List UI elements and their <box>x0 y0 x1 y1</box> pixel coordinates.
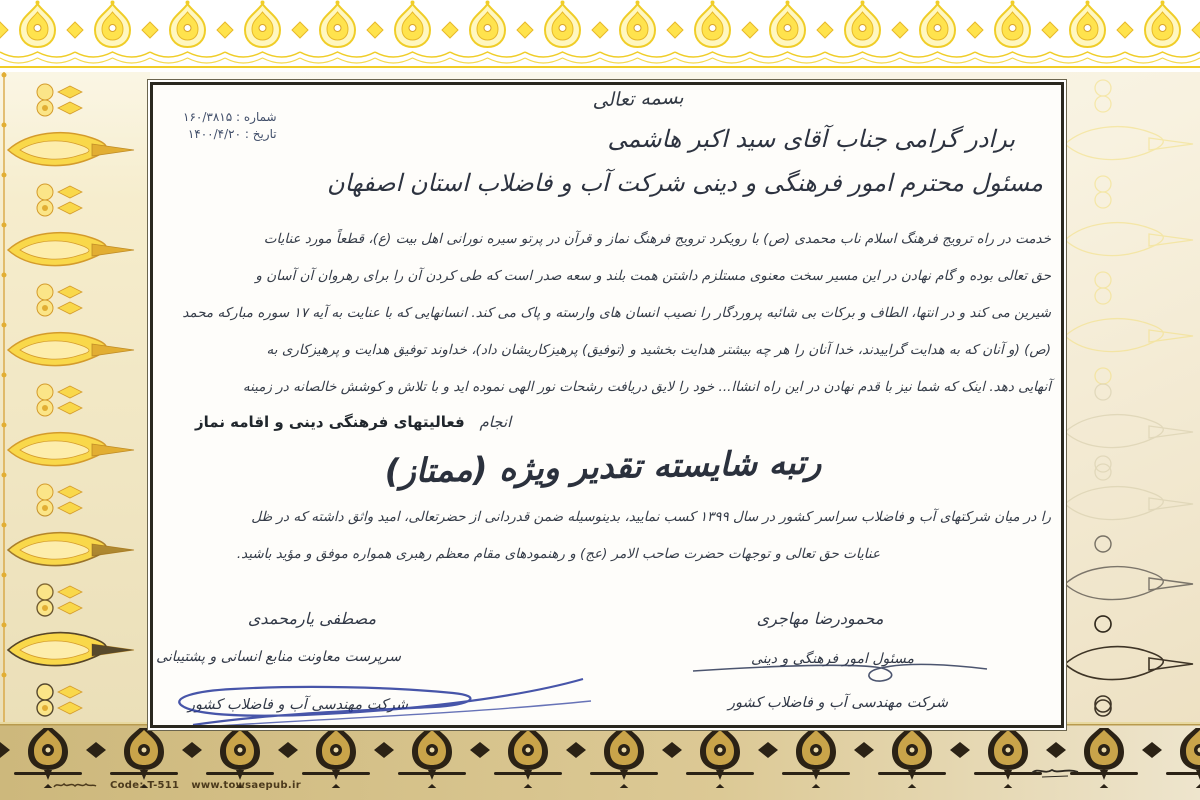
ornament-border-right <box>1065 0 1200 800</box>
besmellah-text: بسمه تعالی <box>591 86 685 112</box>
reference-number <box>183 109 277 126</box>
signature-right-ink <box>685 647 995 697</box>
publisher-footer <box>52 779 301 791</box>
closing-line: عنایات حق تعالی و توجهات حضرت صاحب الامر (عج) و رهنمودهای مقام معظم رهبری همواره موفق و مؤید باشید. <box>236 546 880 562</box>
signature-right-title: مسئول امور فرهنگی و دینی <box>750 651 914 667</box>
signature-left-ink <box>153 641 593 728</box>
recipient-role: مسئول محترم امور فرهنگی و دینی شرکت آب و فاضلاب استان اصفهان <box>327 169 1043 197</box>
rank-calligraphy: رتبه شایسته تقدیر ویژه (ممتاز) <box>384 442 822 491</box>
body-line: خدمت در راه ترویج فرهنگ اسلام ناب محمدی (ص) با رویکرد ترویج فرهنگ نماز و قرآن در پرتو سیره نورانی اهل بیت (ع)، قطعاً مورد عنایات <box>263 231 1051 247</box>
signature-left-title: سرپرست معاونت منابع انسانی و پشتیبانی <box>156 649 401 665</box>
publisher-website: www.towsaepub.ir <box>191 779 301 791</box>
ornament-border-left <box>0 0 150 800</box>
recipient-salutation: برادر گرامی جناب آقای سید اکبر هاشمی <box>607 125 1015 153</box>
printer-mark <box>1028 763 1082 779</box>
publisher-mark-fa <box>52 779 98 791</box>
closing-line: را در میان شرکتهای آب و فاضلاب سراسر کشور در سال ۱۳۹۹ کسب نمایید، بدینوسیله ضمن قدردانی از حضرتعالی، امید واثق داشته که در ظل <box>251 509 1051 525</box>
signature-right-org: شرکت مهندسی آب و فاضلاب کشور <box>728 695 948 711</box>
reference-block <box>183 109 277 143</box>
signature-right-name: محمودرضا مهاجری <box>756 609 884 628</box>
reference-date <box>183 126 277 143</box>
body-line: آنهایی دهد. اینک که شما نیز با قدم نهادن در این راه انشاا... خود را لایق دریافت رشحات نور الهی نموده اید و با تلاش و کوشش خالصانه در زمینه <box>242 379 1051 395</box>
achievement-line <box>195 413 511 431</box>
achievement-prefix: انجام <box>479 413 512 431</box>
reference-number-label: شماره : <box>236 110 277 124</box>
signature-left-name: مصطفی یارمحمدی <box>247 609 377 628</box>
body-line: شیرین می کند و در انتها، الطاف و برکات بی شائبه پروردگار را نصیب انسان های وارسته و پاک می کند. انسانهایی که با عنایت به آیه ۱۷ سوره مبارکه محمد <box>182 305 1051 321</box>
signature-left-org: شرکت مهندسی آب و فاضلاب کشور <box>188 697 408 713</box>
reference-date-label: تاریخ : <box>244 127 277 141</box>
achievement-filled-text: فعالیتهای فرهنگی دینی و اقامه نماز <box>195 413 465 431</box>
reference-number-value: ۱۶۰/۳۸۱۵ <box>183 110 233 124</box>
ornament-border-top <box>0 0 1200 72</box>
body-line: (ص) (و آنان که به هدایت گراییدند، خدا آنان را هر چه بیشتر هدایت بخشید و (توفیق) پرهیزکاریشان داد)، خداوند توفیق هدایت و پرهیزکاری به <box>266 342 1051 358</box>
document-frame <box>150 82 1064 728</box>
reference-date-value: ۱۴۰۰/۴/۲۰ <box>187 127 242 141</box>
body-line: حق تعالی بوده و گام نهادن در این مسیر سخت معنوی مستلزم داشتن همت بلند و سعه صدر است که طی کردن آن را برای رهروان آن آسان و <box>255 268 1051 284</box>
publisher-code: Code: T-511 <box>110 779 180 791</box>
